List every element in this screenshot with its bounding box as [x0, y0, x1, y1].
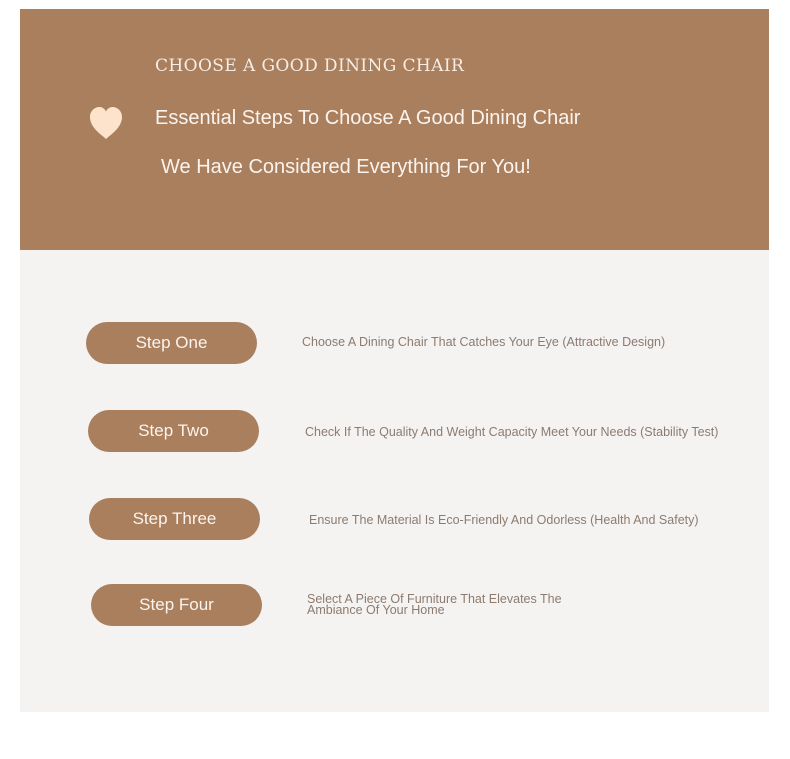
step-two-button[interactable]: Step Two	[88, 410, 259, 452]
subheadline: We Have Considered Everything For You!	[161, 156, 531, 178]
eyebrow-title: CHOOSE A GOOD DINING CHAIR	[155, 56, 465, 76]
step-three-button[interactable]: Step Three	[89, 498, 260, 540]
steps-panel	[20, 250, 769, 712]
headline: Essential Steps To Choose A Good Dining Chair	[155, 107, 581, 129]
step-one-description: Choose A Dining Chair That Catches Your Eye (Attractive Design)	[302, 335, 666, 349]
step-four-description: Select A Piece Of Furniture That Elevates The Ambiance Of Your Home	[307, 592, 562, 617]
header-banner	[20, 9, 769, 250]
step-two-description: Check If The Quality And Weight Capacity Meet Your Needs (Stability Test)	[305, 425, 719, 439]
step-three-description: Ensure The Material Is Eco-Friendly And Odorless (Health And Safety)	[309, 513, 699, 527]
heart-icon	[88, 106, 124, 140]
step-four-button[interactable]: Step Four	[91, 584, 262, 626]
step-one-button[interactable]: Step One	[86, 322, 257, 364]
